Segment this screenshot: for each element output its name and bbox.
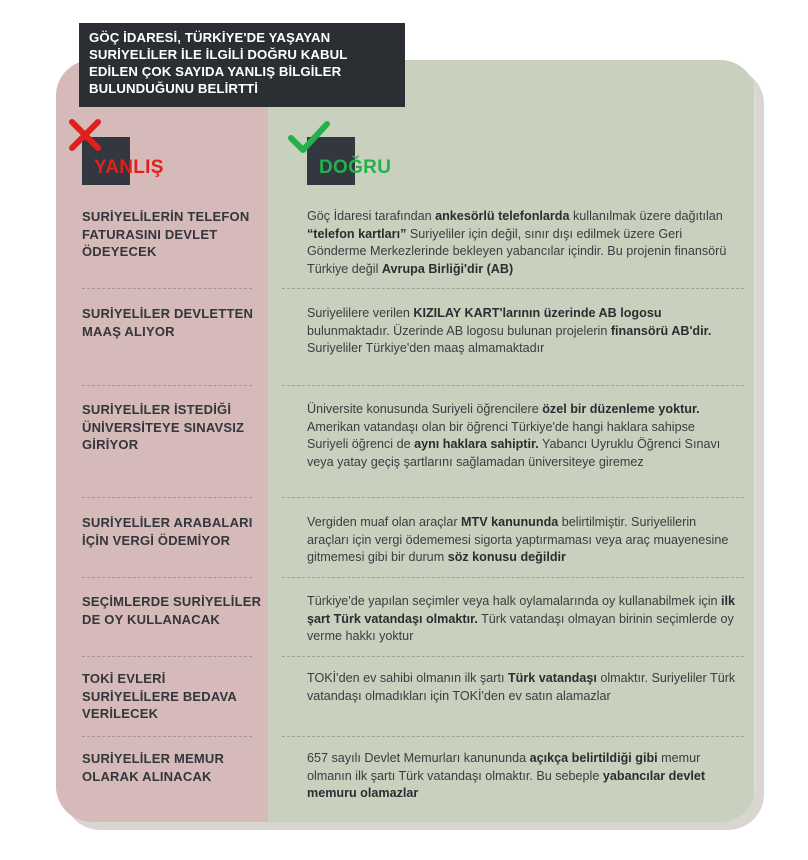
fact-text: Türk vatandaşı olmayan birinin seçimlerde oy verme hakkı yoktur — [307, 611, 734, 643]
claim-2: SURİYELİLER DEVLETTEN MAAŞ ALIYOR — [82, 306, 254, 339]
fact-text: kullanılmak üzere dağıtılan — [569, 209, 723, 223]
wrong-header-label: YANLIŞ — [94, 157, 164, 178]
fact-1 — [307, 208, 737, 278]
fact-text: memur olmanın ilk şartı Türk vatandaşı olmaktır. Bu sebeple — [307, 751, 701, 783]
separator — [82, 288, 252, 289]
fact-text: Suriyeliler Türkiye'den maaş almamaktadır — [307, 341, 545, 355]
fact-text: Türkiye'de yapılan seçimler veya halk oylamalarında oy kullanabilmek için — [307, 594, 721, 608]
fact-text: Suriyelilere verilen — [307, 306, 414, 320]
fact-emphasis: yabancılar devlet memuru olamazlar — [307, 768, 706, 800]
claim-6: TOKİ EVLERİ SURİYELİLERE BEDAVA VERİLECEK — [82, 671, 237, 721]
right-header-label: DOĞRU — [319, 157, 392, 178]
separator — [282, 656, 744, 657]
fact-emphasis: açıkça belirtildiği gibi — [529, 751, 658, 765]
separator — [82, 736, 252, 737]
separator — [282, 288, 744, 289]
check-icon — [287, 118, 331, 156]
fact-emphasis: MTV kanununda — [461, 515, 559, 529]
fact-4 — [307, 514, 737, 567]
fact-emphasis: Avrupa Birliği'dir (AB) — [381, 261, 514, 276]
separator — [82, 385, 252, 386]
separator — [82, 577, 252, 578]
fact-text: TOKİ'den ev sahibi olmanın ilk şartı — [307, 671, 508, 685]
fact-text: Vergiden muaf olan araçlar — [307, 515, 462, 529]
fact-emphasis: “telefon kartları” — [307, 226, 407, 241]
claim-7: SURİYELİLER MEMUR OLARAK ALINACAK — [82, 751, 225, 784]
separator — [282, 497, 744, 498]
claim-3: SURİYELİLER İSTEDİĞİ ÜNİVERSİTEYE SINAVSIZ GİRİYOR — [82, 402, 245, 452]
fact-text: 657 sayılı Devlet Memurları kanununda — [307, 751, 530, 765]
fact-3 — [307, 401, 737, 471]
fact-emphasis: finansörü AB'dir. — [610, 323, 712, 338]
claim-4: SURİYELİLER ARABALARI İÇİN VERGİ ÖDEMİYOR — [82, 515, 253, 548]
fact-emphasis: özel bir düzenleme yoktur. — [542, 402, 700, 416]
page-title: GÖÇ İDARESİ, TÜRKİYE'DE YAŞAYAN SURİYELİLER İLE İLGİLİ DOĞRU KABUL EDİLEN ÇOK SAYIDA YANLIŞ BİLGİLER BULUNDUĞUNU BELİRTTİ — [79, 23, 405, 107]
fact-emphasis: ankesörlü telefonlarda — [435, 209, 570, 223]
separator — [82, 497, 252, 498]
fact-emphasis: Türk vatandaşı — [507, 671, 597, 685]
claim-1: SURİYELİLERİN TELEFON FATURASINI DEVLET ÖDEYECEK — [82, 209, 250, 259]
fact-7 — [307, 750, 737, 803]
fact-emphasis: KIZILAY KART'larının üzerinde AB logosu — [413, 306, 662, 320]
fact-text: bulunmaktadır. Üzerinde AB logosu bulunan projelerin — [307, 323, 611, 338]
fact-text: Üniversite konusunda Suriyeli öğrencilere — [307, 402, 543, 416]
fact-emphasis: söz konusu değildir — [447, 550, 566, 564]
fact-text: belirtilmiştir. Suriyelilerin araçları için vergi ödememesi sigorta yaptırmaması veya araç muayenesine gitmemesi gibi bir durum — [307, 515, 729, 564]
separator — [282, 385, 744, 386]
fact-5 — [307, 593, 737, 646]
separator — [82, 656, 252, 657]
fact-text: Yabancı Uyruklu Öğrenci Sınavı veya yatay geçiş şartlarını sağlamadan üniversiteye giremez — [307, 437, 721, 469]
separator — [282, 736, 744, 737]
separator — [282, 577, 744, 578]
fact-emphasis: ilk şart Türk vatandaşı olmaktır. — [307, 594, 736, 626]
fact-text: Suriyeliler için değil, sınır dışı edilmek üzere Geri Gönderme Merkezlerinde bekleyen yabancılar içindir. Bu projenin finansörü Türkiye değil — [307, 226, 727, 276]
fact-emphasis: aynı haklara sahiptir. — [414, 437, 539, 451]
fact-2 — [307, 305, 737, 358]
fact-6 — [307, 670, 737, 705]
fact-text: Göç İdaresi tarafından — [307, 209, 436, 223]
fact-text: Amerikan vatandaşı olan bir öğrenci Türkiye'de hangi haklara sahipse Suriyeli öğrenci de — [307, 419, 695, 451]
x-icon — [68, 118, 102, 152]
fact-text: olmaktır. Suriyeliler Türk vatandaşı olmadıkları için TOKİ'den ev satın alamazlar — [307, 671, 736, 703]
claim-5: SEÇİMLERDE SURİYELİLER DE OY KULLANACAK — [82, 594, 262, 627]
